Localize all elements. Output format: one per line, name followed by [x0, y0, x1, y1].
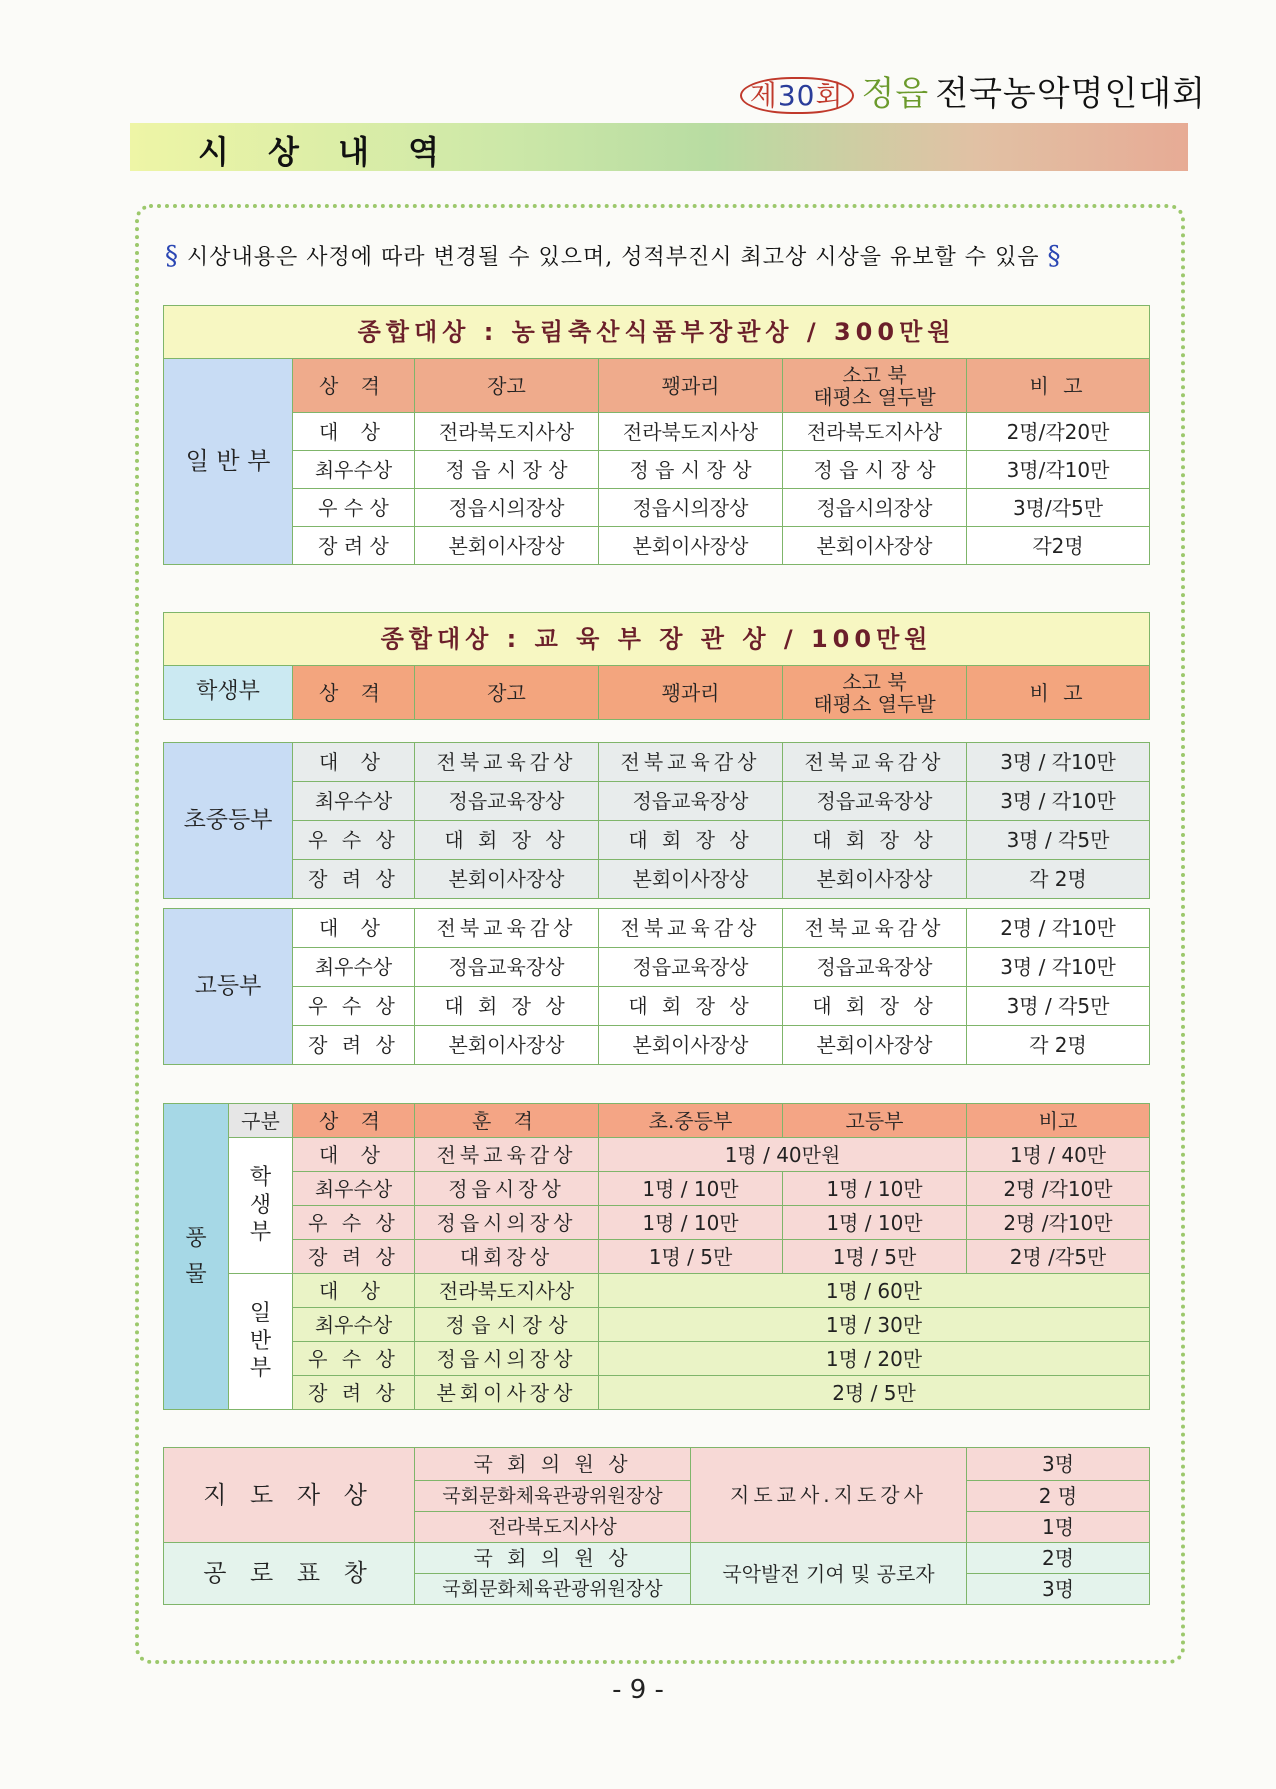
section-sign-icon: §: [165, 241, 179, 271]
table-cell: 3명/각5만: [967, 489, 1150, 527]
table-cell: 우 수 상: [293, 1206, 415, 1240]
table-cell: 국회문화체육관광위원장상: [415, 1574, 691, 1605]
table-row: [164, 1206, 1150, 1240]
table-cell: 1명 / 10만: [783, 1172, 967, 1206]
table-cell: 3명: [967, 1448, 1150, 1481]
table-cell: 3명 / 각10만: [967, 743, 1150, 782]
merit-award-label: 공 로 표 창: [164, 1543, 415, 1605]
table-cell: 2명 /각10만: [967, 1206, 1150, 1240]
table-row: [164, 1172, 1150, 1206]
table-cell: 장 려 상: [293, 860, 415, 899]
page-number: - 9 -: [612, 1675, 664, 1705]
column-header: 구분: [229, 1104, 293, 1138]
table-cell: 정읍시의장상: [415, 1206, 599, 1240]
table-cell: 정읍교육장상: [599, 948, 783, 987]
table-cell: 전라북도지사상: [783, 413, 967, 451]
table-cell: 정읍교육장상: [415, 948, 599, 987]
column-header: 장고: [415, 666, 599, 720]
table-cell: 전라북도지사상: [415, 1512, 691, 1543]
table-row: [164, 451, 1150, 489]
column-header: 상 격: [293, 359, 415, 413]
table-cell: 우 수 상: [293, 821, 415, 860]
column-header: 꽹과리: [599, 359, 783, 413]
table-cell: 최우수상: [293, 1172, 415, 1206]
table-cell: 최우수상: [293, 451, 415, 489]
group-label: 학생부: [164, 666, 293, 720]
column-header: 고등부: [783, 1104, 967, 1138]
table-cell: 정 읍 시 장 상: [599, 451, 783, 489]
table-cell: 대 상: [293, 743, 415, 782]
table-cell: 장 려 상: [293, 1026, 415, 1065]
table-cell: 국 회 의 원 상: [415, 1448, 691, 1481]
table-row: [164, 527, 1150, 565]
table-cell: 1명 / 30만: [599, 1308, 1150, 1342]
group-label: 고등부: [164, 909, 293, 1065]
section-sign-icon: §: [1047, 241, 1062, 271]
table-cell: 대 회 장 상: [415, 821, 599, 860]
table-cell: 대 회 장 상: [599, 987, 783, 1026]
table-caption: 종합대상 : 농림축산식품부장관상 / 300만원: [164, 306, 1150, 359]
table-cell: 1명 / 5만: [783, 1240, 967, 1274]
table-cell: 정읍교육장상: [415, 782, 599, 821]
edition-badge: 제30회: [740, 77, 854, 114]
table-cell: 전라북도지사상: [599, 413, 783, 451]
table-row: [164, 1274, 1150, 1308]
table-cell: 본회이사장상: [599, 860, 783, 899]
grand-prize-student-table: [163, 612, 1150, 720]
table-cell: 2명 /각10만: [967, 1172, 1150, 1206]
table-cell: 2명/각20만: [967, 413, 1150, 451]
table-cell: 본회이사장상: [415, 1026, 599, 1065]
notice: [165, 240, 1145, 271]
table-cell: 지도교사.지도강사: [691, 1448, 967, 1543]
table-cell: 전북교육감상: [415, 909, 599, 948]
table-cell: 정 읍 시 장 상: [783, 451, 967, 489]
column-header: 소고 북 태평소 열두발: [783, 666, 967, 720]
table-cell: 대 상: [293, 1274, 415, 1308]
table-cell: 본회이사장상: [783, 1026, 967, 1065]
table-cell: 최우수상: [293, 782, 415, 821]
table-cell: 전북교육감상: [783, 909, 967, 948]
column-header: 비고: [967, 1104, 1150, 1138]
table-cell: 3명 / 각10만: [967, 782, 1150, 821]
group-label: 초중등부: [164, 743, 293, 899]
table-cell: 본회이사장상: [599, 527, 783, 565]
table-cell: 전북교육감상: [599, 743, 783, 782]
table-cell: 3명 / 각5만: [967, 821, 1150, 860]
column-header: 비 고: [967, 359, 1150, 413]
notice-text: 시상내용은 사정에 따라 변경될 수 있으며, 성적부진시 최고상 시상을 유보할 수 있음: [187, 245, 1040, 270]
table-cell: 정 읍 시 장 상: [415, 1308, 599, 1342]
table-row: [164, 1138, 1150, 1172]
table-cell: 장 려 상: [293, 1240, 415, 1274]
general-label: 일 반 부: [229, 1274, 293, 1410]
table-cell: 2명 /각5만: [967, 1240, 1150, 1274]
table-cell: 전라북도지사상: [415, 413, 599, 451]
table-cell: 3명: [967, 1574, 1150, 1605]
group-label: 일 반 부: [164, 359, 293, 565]
table-cell: 2 명: [967, 1481, 1150, 1512]
event-name: 전국농악명인대회: [935, 74, 1206, 114]
table-row: [164, 860, 1150, 899]
table-row: [164, 782, 1150, 821]
table-row: [164, 987, 1150, 1026]
table-cell: 전북교육감상: [599, 909, 783, 948]
table-cell: 1명: [967, 1512, 1150, 1543]
table-cell: 1명 / 40만원: [599, 1138, 967, 1172]
column-header: 비 고: [967, 666, 1150, 720]
grand-prize-general-table: [163, 305, 1150, 565]
table-cell: 최우수상: [293, 948, 415, 987]
table-cell: 정읍시의장상: [783, 489, 967, 527]
section-title-bar: [130, 123, 1188, 171]
column-header: 초.중등부: [599, 1104, 783, 1138]
table-cell: 3명/각10만: [967, 451, 1150, 489]
table-cell: 전북교육감상: [783, 743, 967, 782]
column-header: 소고 북 태평소 열두발: [783, 359, 967, 413]
column-header: 훈 격: [415, 1104, 599, 1138]
table-cell: 각 2명: [967, 860, 1150, 899]
table-cell: 우 수 상: [293, 489, 415, 527]
table-cell: 본회이사장상: [415, 527, 599, 565]
column-header: 상 격: [293, 1104, 415, 1138]
table-cell: 본회이사장상: [783, 860, 967, 899]
table-cell: 1명 / 5만: [599, 1240, 783, 1274]
table-cell: 국악발전 기여 및 공로자: [691, 1543, 967, 1605]
table-cell: 전북교육감상: [415, 743, 599, 782]
table-row: [164, 489, 1150, 527]
table-cell: 장 려 상: [293, 527, 415, 565]
table-cell: 1명 / 10만: [599, 1206, 783, 1240]
table-cell: 대 상: [293, 909, 415, 948]
table-cell: 국 회 의 원 상: [415, 1543, 691, 1574]
table-cell: 각 2명: [967, 1026, 1150, 1065]
table-cell: 정 읍 시 장 상: [415, 451, 599, 489]
pungmul-label: 풍 물: [164, 1104, 229, 1410]
table-caption: 종합대상 : 교 육 부 장 관 상 / 100만원: [164, 613, 1150, 666]
pungmul-table: [163, 1103, 1150, 1410]
table-cell: 대 회 장 상: [783, 987, 967, 1026]
middle-school-table: [163, 742, 1150, 899]
table-row: [164, 413, 1150, 451]
table-cell: 정읍시장상: [415, 1172, 599, 1206]
table-cell: 대 회 장 상: [599, 821, 783, 860]
table-row: [164, 909, 1150, 948]
table-cell: 정읍교육장상: [783, 782, 967, 821]
section-title: 시 상 내 역: [198, 133, 454, 171]
event-city: 정읍: [861, 74, 930, 114]
table-cell: 대 회 장 상: [415, 987, 599, 1026]
table-cell: 3명 / 각5만: [967, 987, 1150, 1026]
table-cell: 정읍교육장상: [783, 948, 967, 987]
event-header: [740, 66, 1206, 115]
table-row: [164, 1308, 1150, 1342]
table-cell: 대 상: [293, 1138, 415, 1172]
table-cell: 본회이사장상: [415, 860, 599, 899]
table-cell: 전라북도지사상: [415, 1274, 599, 1308]
table-row: [164, 1026, 1150, 1065]
table-cell: 우 수 상: [293, 1342, 415, 1376]
table-cell: 전북교육감상: [415, 1138, 599, 1172]
student-label: 학 생 부: [229, 1138, 293, 1274]
table-cell: 정읍교육장상: [599, 782, 783, 821]
table-cell: 1명 / 60만: [599, 1274, 1150, 1308]
table-row: [164, 1376, 1150, 1410]
column-header: 꽹과리: [599, 666, 783, 720]
column-header: 장고: [415, 359, 599, 413]
table-cell: 정읍시의장상: [415, 489, 599, 527]
table-cell: 우 수 상: [293, 987, 415, 1026]
table-row: [164, 1240, 1150, 1274]
column-header: 상 격: [293, 666, 415, 720]
table-row: [164, 1342, 1150, 1376]
table-cell: 2명: [967, 1543, 1150, 1574]
table-cell: 국회문화체육관광위원장상: [415, 1481, 691, 1512]
table-cell: 정읍시의장상: [599, 489, 783, 527]
table-cell: 1명 / 10만: [783, 1206, 967, 1240]
table-cell: 본회이사장상: [599, 1026, 783, 1065]
table-cell: 2명 / 5만: [599, 1376, 1150, 1410]
table-cell: 대회장상: [415, 1240, 599, 1274]
table-row: [164, 743, 1150, 782]
table-cell: 장 려 상: [293, 1376, 415, 1410]
leader-merit-table: [163, 1447, 1150, 1605]
table-cell: 최우수상: [293, 1308, 415, 1342]
table-row: [164, 948, 1150, 987]
table-cell: 대 회 장 상: [783, 821, 967, 860]
table-cell: 본회이사장상: [415, 1376, 599, 1410]
table-cell: 1명 / 40만: [967, 1138, 1150, 1172]
table-cell: 1명 / 20만: [599, 1342, 1150, 1376]
high-school-table: [163, 908, 1150, 1065]
table-cell: 본회이사장상: [783, 527, 967, 565]
table-cell: 정읍시의장상: [415, 1342, 599, 1376]
table-cell: 대 상: [293, 413, 415, 451]
leader-award-label: 지 도 자 상: [164, 1448, 415, 1543]
table-cell: 2명 / 각10만: [967, 909, 1150, 948]
table-row: [164, 821, 1150, 860]
table-cell: 3명 / 각10만: [967, 948, 1150, 987]
table-cell: 1명 / 10만: [599, 1172, 783, 1206]
table-cell: 각2명: [967, 527, 1150, 565]
